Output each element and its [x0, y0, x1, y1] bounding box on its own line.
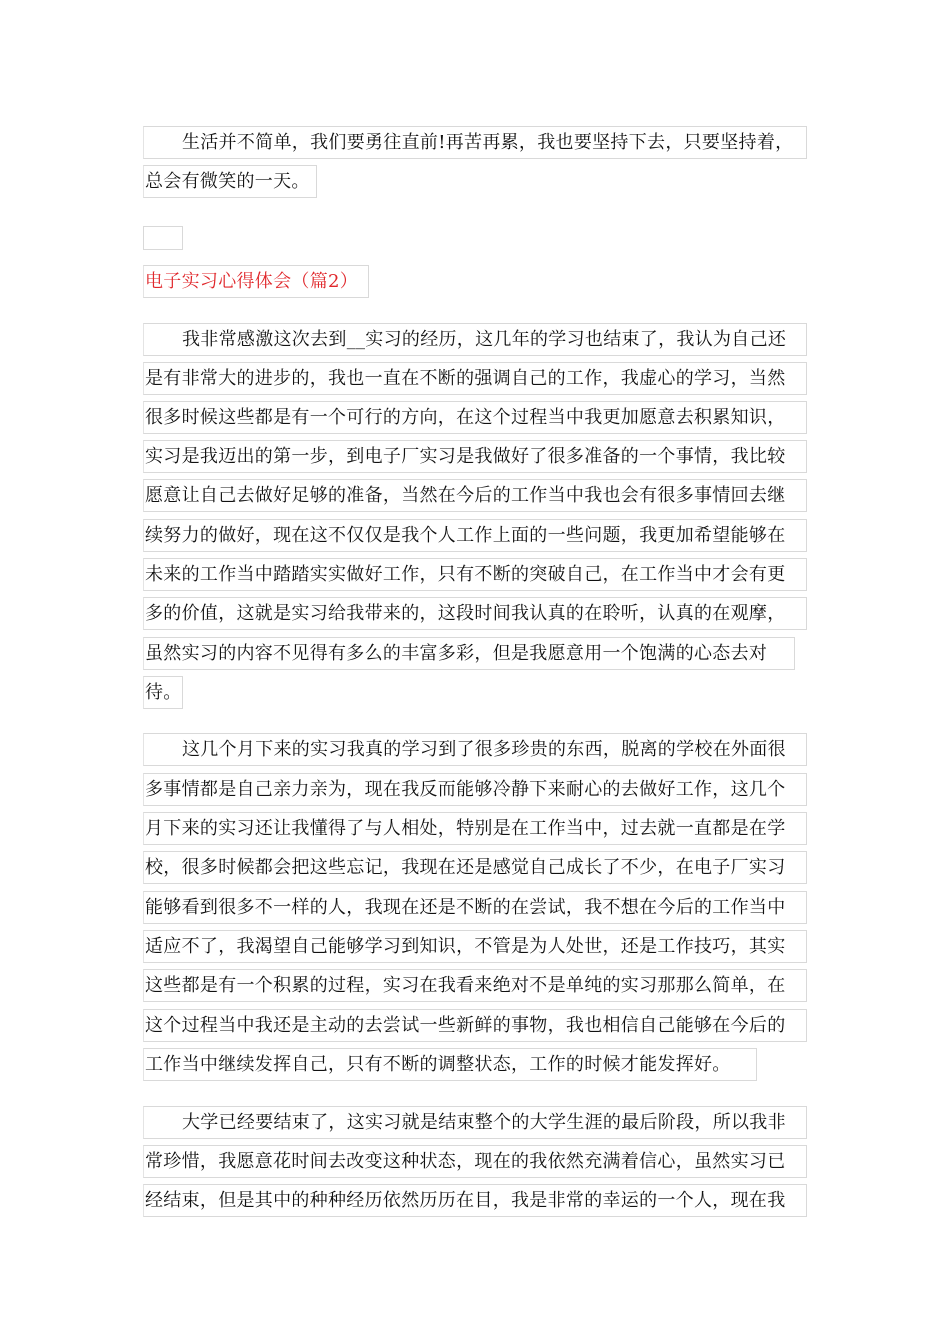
para1-line: 未来的工作当中踏踏实实做好工作，只有不断的突破自己，在工作当中才会有更 [143, 558, 807, 591]
para2-line: 这几个月下来的实习我真的学习到了很多珍贵的东西，脱离的学校在外面很 [143, 733, 807, 766]
para2-line: 这些都是有一个积累的过程，实习在我看来绝对不是单纯的实习那那么简单，在 [143, 969, 807, 1002]
para1-line: 是有非常大的进步的，我也一直在不断的强调自己的工作，我虚心的学习，当然 [143, 362, 807, 395]
para2-line: 适应不了，我渴望自己能够学习到知识，不管是为人处世，还是工作技巧，其实 [143, 930, 807, 963]
para1-line: 实习是我迈出的第一步，到电子厂实习是我做好了很多准备的一个事情，我比较 [143, 440, 807, 473]
para2-line: 校，很多时候都会把这些忘记，我现在还是感觉自己成长了不少，在电子厂实习 [143, 851, 807, 884]
para1-line: 虽然实习的内容不见得有多么的丰富多彩，但是我愿意用一个饱满的心态去对 [143, 637, 795, 670]
para1-line: 续努力的做好，现在这不仅仅是我个人工作上面的一些问题，我更加希望能够在 [143, 519, 807, 552]
para2-line: 这个过程当中我还是主动的去尝试一些新鲜的事物，我也相信自己能够在今后的 [143, 1009, 807, 1042]
empty-paragraph [143, 226, 183, 250]
para2-line: 月下来的实习还让我懂得了与人相处，特别是在工作当中，过去就一直都是在学 [143, 812, 807, 845]
para1-line: 我非常感激这次去到__实习的经历，这几年的学习也结束了，我认为自己还 [143, 323, 807, 356]
intro-line-2: 总会有微笑的一天。 [143, 165, 317, 198]
para3-line: 大学已经要结束了，这实习就是结束整个的大学生涯的最后阶段，所以我非 [143, 1106, 807, 1139]
para2-line: 多事情都是自己亲力亲为，现在我反而能够冷静下来耐心的去做好工作，这几个 [143, 773, 807, 806]
intro-line-1: 生活并不简单，我们要勇往直前!再苦再累，我也要坚持下去，只要坚持着， [143, 126, 807, 159]
para3-line: 常珍惜，我愿意花时间去改变这种状态，现在的我依然充满着信心，虽然实习已 [143, 1145, 807, 1178]
section-heading: 电子实习心得体会（篇2） [143, 265, 369, 298]
para2-line: 能够看到很多不一样的人，我现在还是不断的在尝试，我不想在今后的工作当中 [143, 891, 807, 924]
para2-line: 工作当中继续发挥自己，只有不断的调整状态，工作的时候才能发挥好。 [143, 1048, 757, 1081]
para1-line: 愿意让自己去做好足够的准备，当然在今后的工作当中我也会有很多事情回去继 [143, 479, 807, 512]
para1-line: 待。 [143, 676, 183, 709]
para1-line: 多的价值，这就是实习给我带来的，这段时间我认真的在聆听，认真的在观摩， [143, 597, 807, 630]
para1-line: 很多时候这些都是有一个可行的方向，在这个过程当中我更加愿意去积累知识， [143, 401, 807, 434]
para3-line: 经结束，但是其中的种种经历依然历历在目，我是非常的幸运的一个人，现在我 [143, 1184, 807, 1217]
